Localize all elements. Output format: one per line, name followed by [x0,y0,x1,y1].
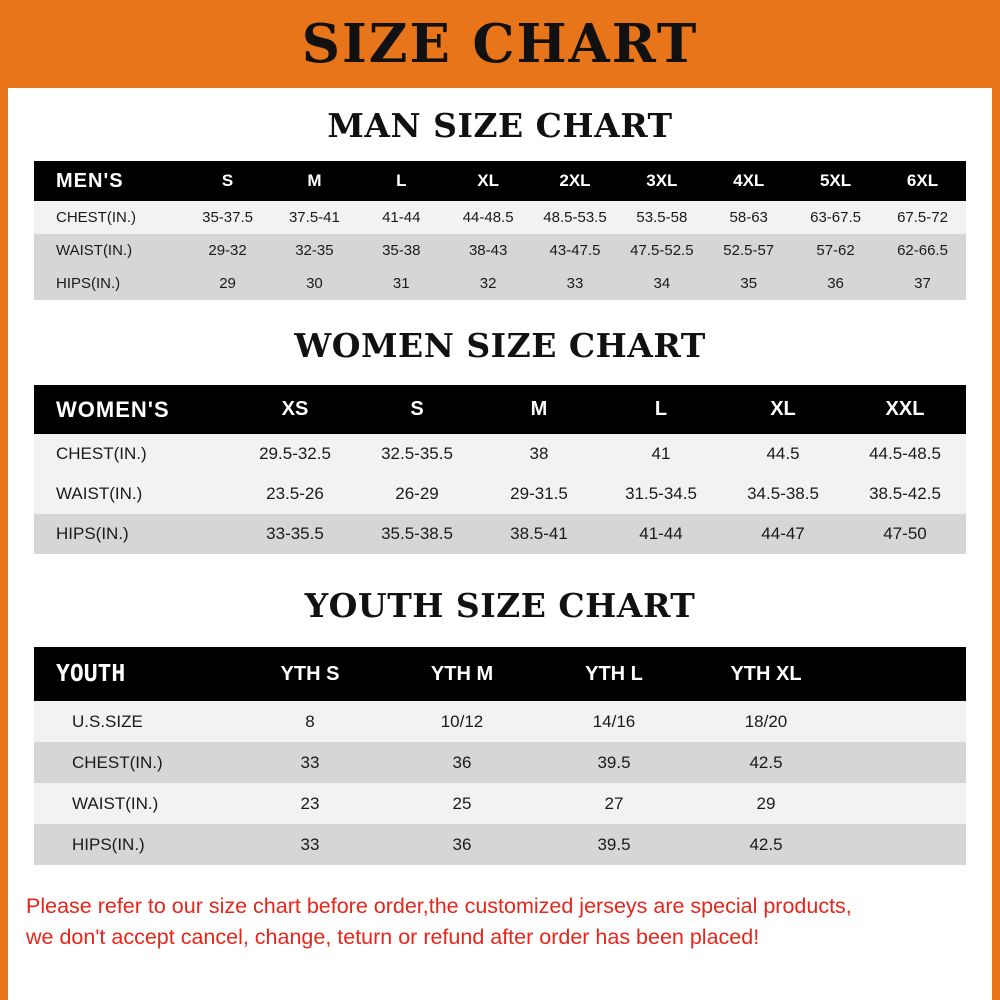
youth-header-cell-3: YTH L [538,647,690,701]
women-row-label-1: WAIST(IN.) [34,474,234,514]
youth-section-title: YOUTH SIZE CHART [304,586,696,625]
table-row [34,267,966,300]
youth-header-cell-0: YOUTH [34,647,234,701]
youth-cell-2-0: 23 [234,783,386,824]
men-row-label-0: CHEST(IN.) [34,201,184,234]
youth-cell-3-1: 36 [386,824,538,865]
women-header-cell-4: L [600,385,722,434]
youth-row-label-0: U.S.SIZE [34,701,234,742]
women-header-cell-3: M [478,385,600,434]
women-cell-1-0: 23.5-26 [234,474,356,514]
men-cell-1-7: 57-62 [792,234,879,267]
table-row [34,434,966,474]
men-cell-0-3: 44-48.5 [445,201,532,234]
men-cell-2-2: 31 [358,267,445,300]
youth-cell-3-0: 33 [234,824,386,865]
men-header-cell-5: 2XL [532,161,619,201]
men-cell-2-5: 34 [618,267,705,300]
return-policy-notice [26,891,974,953]
women-header-cell-6: XXL [844,385,966,434]
women-cell-2-1: 35.5-38.5 [356,514,478,554]
youth-cell-3-3: 42.5 [690,824,842,865]
table-header-row [34,385,966,434]
youth-header-cell-4: YTH XL [690,647,842,701]
youth-cell-1-spacer [842,742,966,783]
youth-cell-2-3: 29 [690,783,842,824]
notice-line-2: we don't accept cancel, change, teturn or refund after order has been placed! [26,925,760,950]
women-row-label-2: HIPS(IN.) [34,514,234,554]
table-row [34,201,966,234]
men-header-cell-9: 6XL [879,161,966,201]
table-header-row [34,647,966,701]
women-size-table [34,385,966,554]
youth-header-cell-2: YTH M [386,647,538,701]
women-cell-2-4: 44-47 [722,514,844,554]
notice-line-1: Please refer to our size chart before order,the customized jerseys are special products, [26,894,852,918]
table-header-row [34,161,966,201]
women-header-cell-0: WOMEN'S [34,385,234,434]
youth-cell-2-2: 27 [538,783,690,824]
men-cell-2-6: 35 [705,267,792,300]
women-row-label-0: CHEST(IN.) [34,434,234,474]
men-cell-1-4: 43-47.5 [532,234,619,267]
men-cell-1-8: 62-66.5 [879,234,966,267]
men-header-cell-7: 4XL [705,161,792,201]
men-header-cell-1: S [184,161,271,201]
youth-row-label-2: WAIST(IN.) [34,783,234,824]
youth-cell-1-1: 36 [386,742,538,783]
women-cell-2-0: 33-35.5 [234,514,356,554]
youth-size-table [34,647,966,865]
women-cell-1-3: 31.5-34.5 [600,474,722,514]
youth-cell-0-3: 18/20 [690,701,842,742]
youth-cell-3-spacer [842,824,966,865]
men-cell-1-1: 32-35 [271,234,358,267]
men-section-title: MAN SIZE CHART [327,106,673,145]
men-cell-2-0: 29 [184,267,271,300]
men-header-cell-2: M [271,161,358,201]
women-cell-0-1: 32.5-35.5 [356,434,478,474]
men-cell-1-3: 38-43 [445,234,532,267]
men-cell-2-1: 30 [271,267,358,300]
men-cell-0-4: 48.5-53.5 [532,201,619,234]
men-row-label-1: WAIST(IN.) [34,234,184,267]
table-row [34,474,966,514]
men-header-cell-8: 5XL [792,161,879,201]
women-cell-2-3: 41-44 [600,514,722,554]
men-cell-0-8: 67.5-72 [879,201,966,234]
women-section-title: WOMEN SIZE CHART [294,326,706,365]
men-cell-1-2: 35-38 [358,234,445,267]
youth-header-spacer [842,647,966,701]
women-cell-1-2: 29-31.5 [478,474,600,514]
men-cell-0-1: 37.5-41 [271,201,358,234]
men-cell-0-2: 41-44 [358,201,445,234]
men-header-cell-3: L [358,161,445,201]
table-row [34,701,966,742]
youth-cell-0-2: 14/16 [538,701,690,742]
women-cell-2-2: 38.5-41 [478,514,600,554]
youth-row-label-3: HIPS(IN.) [34,824,234,865]
men-cell-2-7: 36 [792,267,879,300]
table-row [34,783,966,824]
table-row [34,742,966,783]
women-cell-1-4: 34.5-38.5 [722,474,844,514]
men-header-cell-4: XL [445,161,532,201]
men-cell-0-7: 63-67.5 [792,201,879,234]
table-row [34,824,966,865]
youth-cell-1-3: 42.5 [690,742,842,783]
youth-cell-1-2: 39.5 [538,742,690,783]
page-banner [0,0,1000,88]
men-cell-1-5: 47.5-52.5 [618,234,705,267]
men-cell-1-0: 29-32 [184,234,271,267]
youth-row-label-1: CHEST(IN.) [34,742,234,783]
men-cell-0-0: 35-37.5 [184,201,271,234]
women-cell-0-0: 29.5-32.5 [234,434,356,474]
youth-cell-2-1: 25 [386,783,538,824]
women-header-cell-2: S [356,385,478,434]
table-row [34,234,966,267]
men-cell-2-4: 33 [532,267,619,300]
women-cell-1-5: 38.5-42.5 [844,474,966,514]
men-size-table [34,161,966,300]
table-row [34,514,966,554]
men-header-cell-6: 3XL [618,161,705,201]
men-row-label-2: HIPS(IN.) [34,267,184,300]
men-cell-1-6: 52.5-57 [705,234,792,267]
youth-header-cell-1: YTH S [234,647,386,701]
men-cell-0-6: 58-63 [705,201,792,234]
youth-cell-0-1: 10/12 [386,701,538,742]
women-cell-2-5: 47-50 [844,514,966,554]
women-cell-0-3: 41 [600,434,722,474]
women-header-cell-1: XS [234,385,356,434]
youth-cell-3-2: 39.5 [538,824,690,865]
men-cell-2-3: 32 [445,267,532,300]
women-header-cell-5: XL [722,385,844,434]
women-cell-0-5: 44.5-48.5 [844,434,966,474]
women-cell-0-2: 38 [478,434,600,474]
women-cell-0-4: 44.5 [722,434,844,474]
youth-cell-1-0: 33 [234,742,386,783]
youth-cell-0-0: 8 [234,701,386,742]
men-cell-2-8: 37 [879,267,966,300]
men-header-cell-0: MEN'S [34,161,184,201]
women-cell-1-1: 26-29 [356,474,478,514]
youth-cell-2-spacer [842,783,966,824]
youth-cell-0-spacer [842,701,966,742]
men-cell-0-5: 53.5-58 [618,201,705,234]
page-title: SIZE CHART [301,12,699,75]
